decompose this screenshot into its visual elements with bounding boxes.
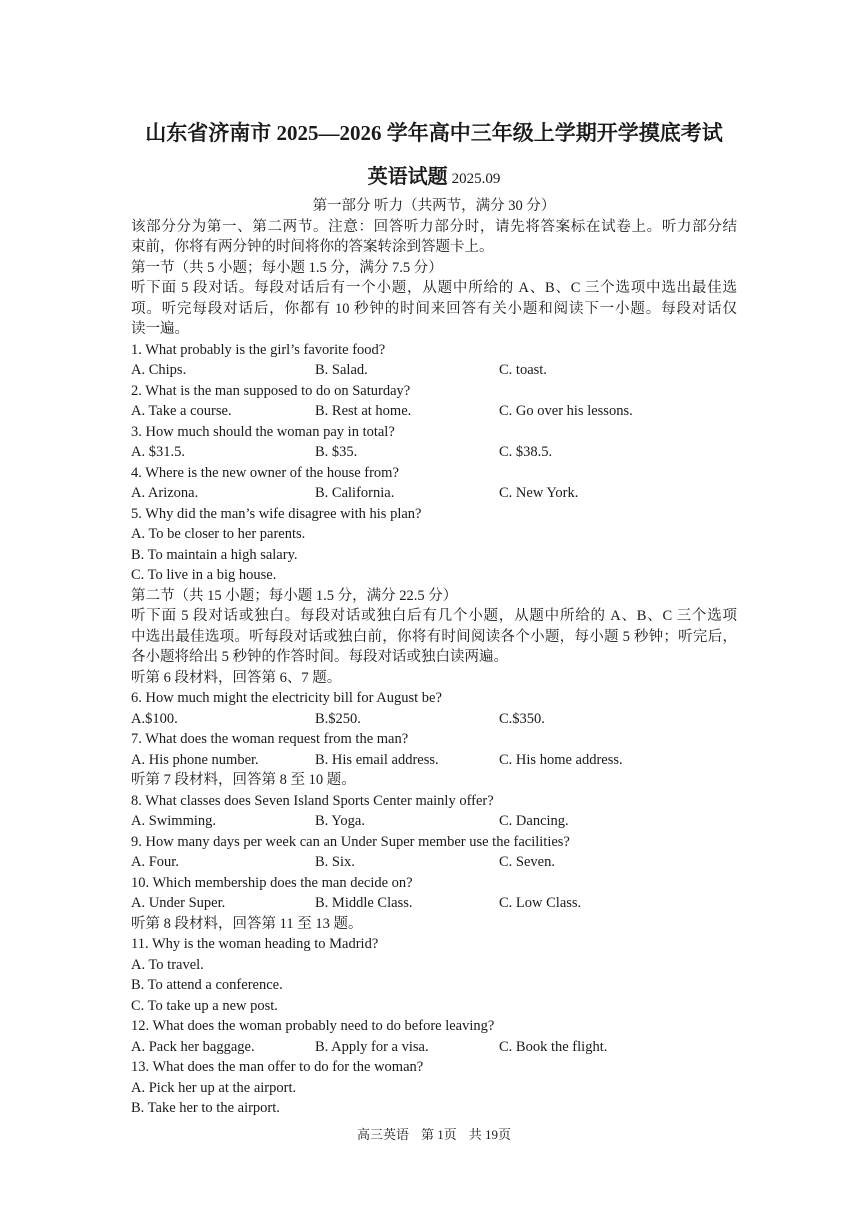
subject-title: 英语试题 [367,166,448,188]
option-b: B. Six. [315,854,355,870]
options-row [131,483,737,504]
question-5: 5. Why did the man’s wife disagree with his plan? [131,505,422,522]
option-b: B. $35. [315,444,358,460]
option-c: C. His home address. [499,751,623,768]
option-a: A. Pick her up at the airport. [131,1079,297,1096]
option-b: B. Salad. [315,362,368,378]
question-3: 3. How much should the woman pay in total? [131,423,395,440]
options-row [131,811,737,832]
options-row [131,852,737,873]
exam-body [131,196,737,1119]
footer-total: 共 19页 [468,1127,512,1142]
option-b: B. To maintain a high salary. [131,546,298,563]
option-b: B. Rest at home. [315,403,412,419]
section1-heading: 第一节（共 5 小题；每小题 1.5 分，满分 7.5 分） [131,259,443,276]
options-row [131,709,737,730]
option-a: A. Take a course. [131,403,232,419]
section2-heading: 第二节（共 15 小题；每小题 1.5 分，满分 22.5 分） [131,587,458,604]
option-b: B. To attend a conference. [131,977,283,993]
exam-date: 2025.09 [451,171,501,187]
option-c: C. toast. [499,362,547,378]
section2-instruction-line: 听下面 5 段对话或独白。每段对话或独白后有几个小题，从题中所给的 A、B、C 三个选项 [131,608,737,624]
option-a: A. $31.5. [131,444,185,460]
option-a: A. Chips. [131,362,187,378]
section1-instruction-line: 读一遍。 [131,321,189,337]
option-a: A.$100. [131,710,178,727]
section2-instruction-line: 中选出最佳选项。听每段对话或独白前，你将有时间阅读各个小题，每小题 5 秒钟；听完后， [131,628,737,645]
material-8-heading: 听第 8 段材料，回答第 11 至 13 题。 [131,915,363,932]
option-c: C. New York. [499,485,579,501]
options-row [131,442,737,463]
option-a: A. Swimming. [131,813,216,829]
option-c: C. $38.5. [499,444,553,460]
option-c: C. Go over his lessons. [499,403,633,419]
question-8: 8. What classes does Seven Island Sports Center mainly offer? [131,792,494,809]
option-b: B. California. [315,485,395,501]
section2-instruction-line: 各小题将给出 5 秒钟的作答时间。每段对话或独白读两遍。 [131,649,508,665]
footer-page: 第 1页 [420,1127,457,1142]
option-c: C. To live in a big house. [131,567,277,583]
option-a: A. Pack her baggage. [131,1038,255,1055]
question-4: 4. Where is the new owner of the house from? [131,464,399,481]
section1-instruction-line: 项。听完每段对话后，你都有 10 秒钟的时间来回答有关小题和阅读下一小题。每段对话仅 [131,300,737,317]
option-c: C. Dancing. [499,813,569,829]
part1-intro-line: 该部分分为第一、第二两节。注意：回答听力部分时，请先将答案标在试卷上。听力部分结 [131,218,737,235]
material-6-heading: 听第 6 段材料，回答第 6、7 题。 [131,669,342,686]
option-c: C. Seven. [499,854,555,870]
option-c: C. To take up a new post. [131,997,278,1014]
option-a: A. To be closer to her parents. [131,526,306,542]
exam-subtitle [0,160,868,189]
question-12: 12. What does the woman probably need to do before leaving? [131,1018,495,1034]
material-7-heading: 听第 7 段材料，回答第 8 至 10 题。 [131,772,356,788]
option-b: B. Middle Class. [315,895,413,911]
section1-instruction-line: 听下面 5 段对话。每段对话后有一个小题，从题中所给的 A、B、C 三个选项中选出最佳选 [131,280,737,296]
option-b: B. His email address. [315,751,439,768]
option-b: B. Yoga. [315,813,365,829]
option-b: B. Take her to the airport. [131,1100,280,1116]
question-10: 10. Which membership does the man decide on? [131,874,413,891]
options-row [131,893,737,914]
question-13: 13. What does the man offer to do for the woman? [131,1059,424,1075]
question-2: 2. What is the man supposed to do on Saturday? [131,382,411,399]
option-a: A. To travel. [131,956,204,973]
footer-subject: 高三英语 [356,1127,409,1142]
option-a: A. Arizona. [131,485,199,501]
option-c: C. Low Class. [499,895,582,911]
question-11: 11. Why is the woman heading to Madrid? [131,936,379,952]
option-b: B.$250. [315,710,361,727]
question-9: 9. How many days per week can an Under Super member use the facilities? [131,833,570,850]
question-7: 7. What does the woman request from the man? [131,731,409,747]
options-row [131,360,737,381]
option-a: A. Four. [131,854,179,870]
question-1: 1. What probably is the girl’s favorite food? [131,341,386,358]
option-a: A. His phone number. [131,751,259,768]
option-b: B. Apply for a visa. [315,1038,429,1055]
exam-title: 山东省济南市 2025—2026 学年高中三年级上学期开学摸底考试 [145,121,723,145]
part1-intro-line: 束前，你将有两分钟的时间将你的答案转涂到答题卡上。 [131,239,494,255]
page-footer [0,1124,868,1143]
option-c: C. Book the flight. [499,1038,608,1055]
options-row [131,401,737,422]
part1-heading: 第一部分 听力（共两节，满分 30 分） [312,198,556,214]
question-6: 6. How much might the electricity bill for August be? [131,690,442,706]
option-c: C.$350. [499,710,545,727]
option-a: A. Under Super. [131,895,226,911]
options-row [131,750,737,771]
options-row [131,1037,737,1058]
